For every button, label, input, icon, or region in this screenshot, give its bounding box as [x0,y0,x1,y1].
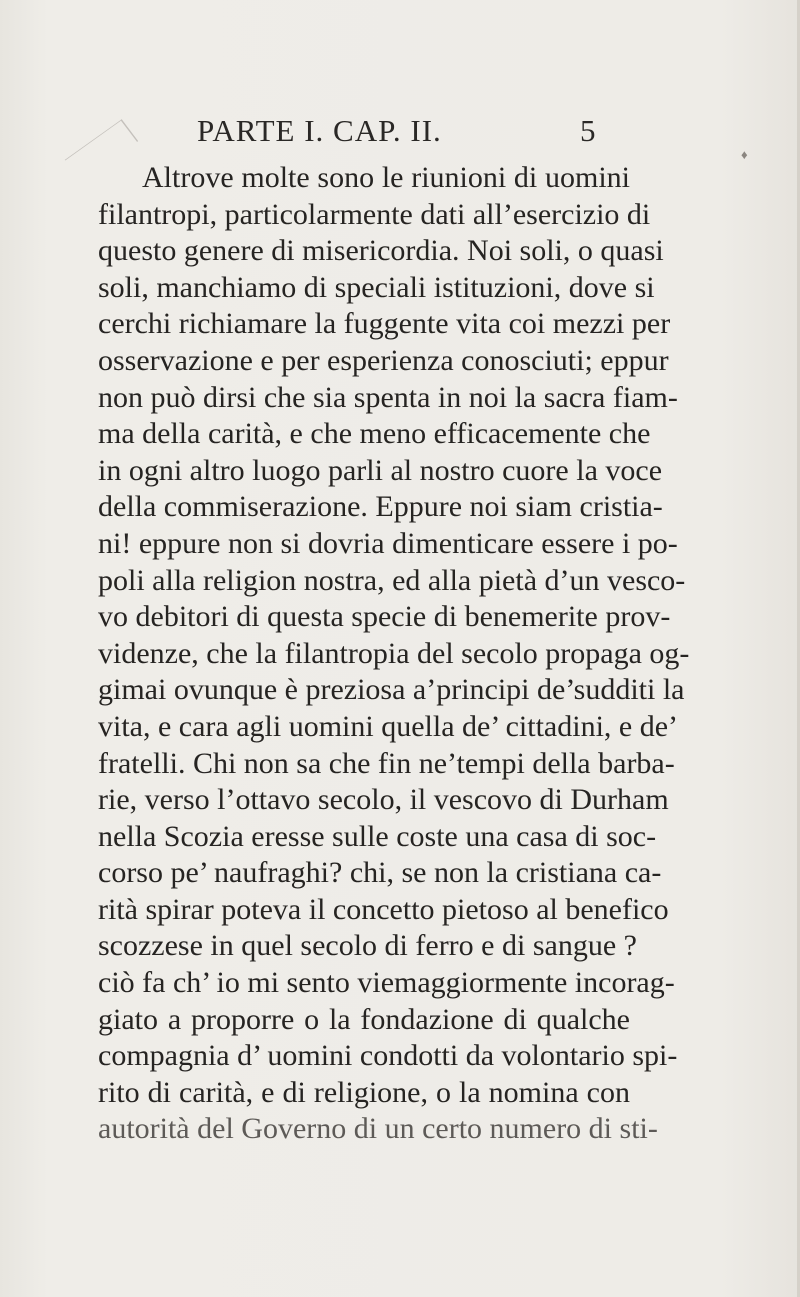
text-line: vita, e cara agli uomini quella de’ cittadini, e de’ [98,709,679,743]
diamond-ornament-icon: ♦ [741,147,748,162]
text-line: nella Scozia eresse sulle coste una casa di soc- [98,819,657,853]
running-title: PARTE I. CAP. II. [197,113,442,148]
text-line: cerchi richiamare la fuggente vita coi mezzi per [98,307,671,341]
text-line: autorità del Governo di un certo numero di sti- [98,1112,658,1146]
text-line: della commiserazione. Eppure noi siam cristia- [98,490,663,524]
text-line: soli, manchiamo di speciali istituzioni, dove si [98,270,655,304]
text-line: videnze, che la filantropia del secolo propaga og- [98,636,690,670]
text-line: ma della carità, e che meno efficacemente che [98,417,651,451]
text-line: corso pe’ naufraghi? chi, se non la cristiana ca- [98,856,662,890]
text-line: gimai ovunque è preziosa a’principi de’sudditi la [98,673,685,707]
text-line: filantropi, particolarmente dati all’esercizio di [98,197,651,231]
page-number: 5 [580,113,597,148]
text-line: fratelli. Chi non sa che fin ne’tempi della barba- [98,746,675,780]
text-line: vo debitori di questa specie di benemerite prov- [98,600,671,634]
text-line: scozzese in quel secolo di ferro e di sangue ? [98,929,637,963]
body-text [98,160,690,1148]
text-line: rito di carità, e di religione, o la nomina con [98,1075,630,1109]
text-line: non può dirsi che sia spenta in noi la sacra fiam- [98,380,678,414]
text-line: questo genere di misericordia. Noi soli, o quasi [98,234,664,268]
text-line: compagnia d’ uomini condotti da volontario spi- [98,1039,678,1073]
text-line: poli alla religion nostra, ed alla pietà d’un vesco- [98,563,686,597]
text-line: Altrove molte sono le riunioni di uomini [142,161,630,194]
text-line: ciò fa ch’ io mi sento viemaggiormente incorag- [98,966,675,1000]
text-line: rità spirar poteva il concetto pietoso al benefico [98,892,669,926]
text-line: osservazione e per esperienza conosciuti; eppur [98,343,669,377]
text-line: ni! eppure non si dovria dimenticare essere i po- [98,526,678,560]
text-line: in ogni altro luogo parli al nostro cuore la voce [98,453,663,487]
text-line: giato a proporre o la fondazione di qualche [98,1002,630,1036]
text-line: rie, verso l’ottavo secolo, il vescovo di Durham [98,783,669,817]
running-head [0,113,800,153]
